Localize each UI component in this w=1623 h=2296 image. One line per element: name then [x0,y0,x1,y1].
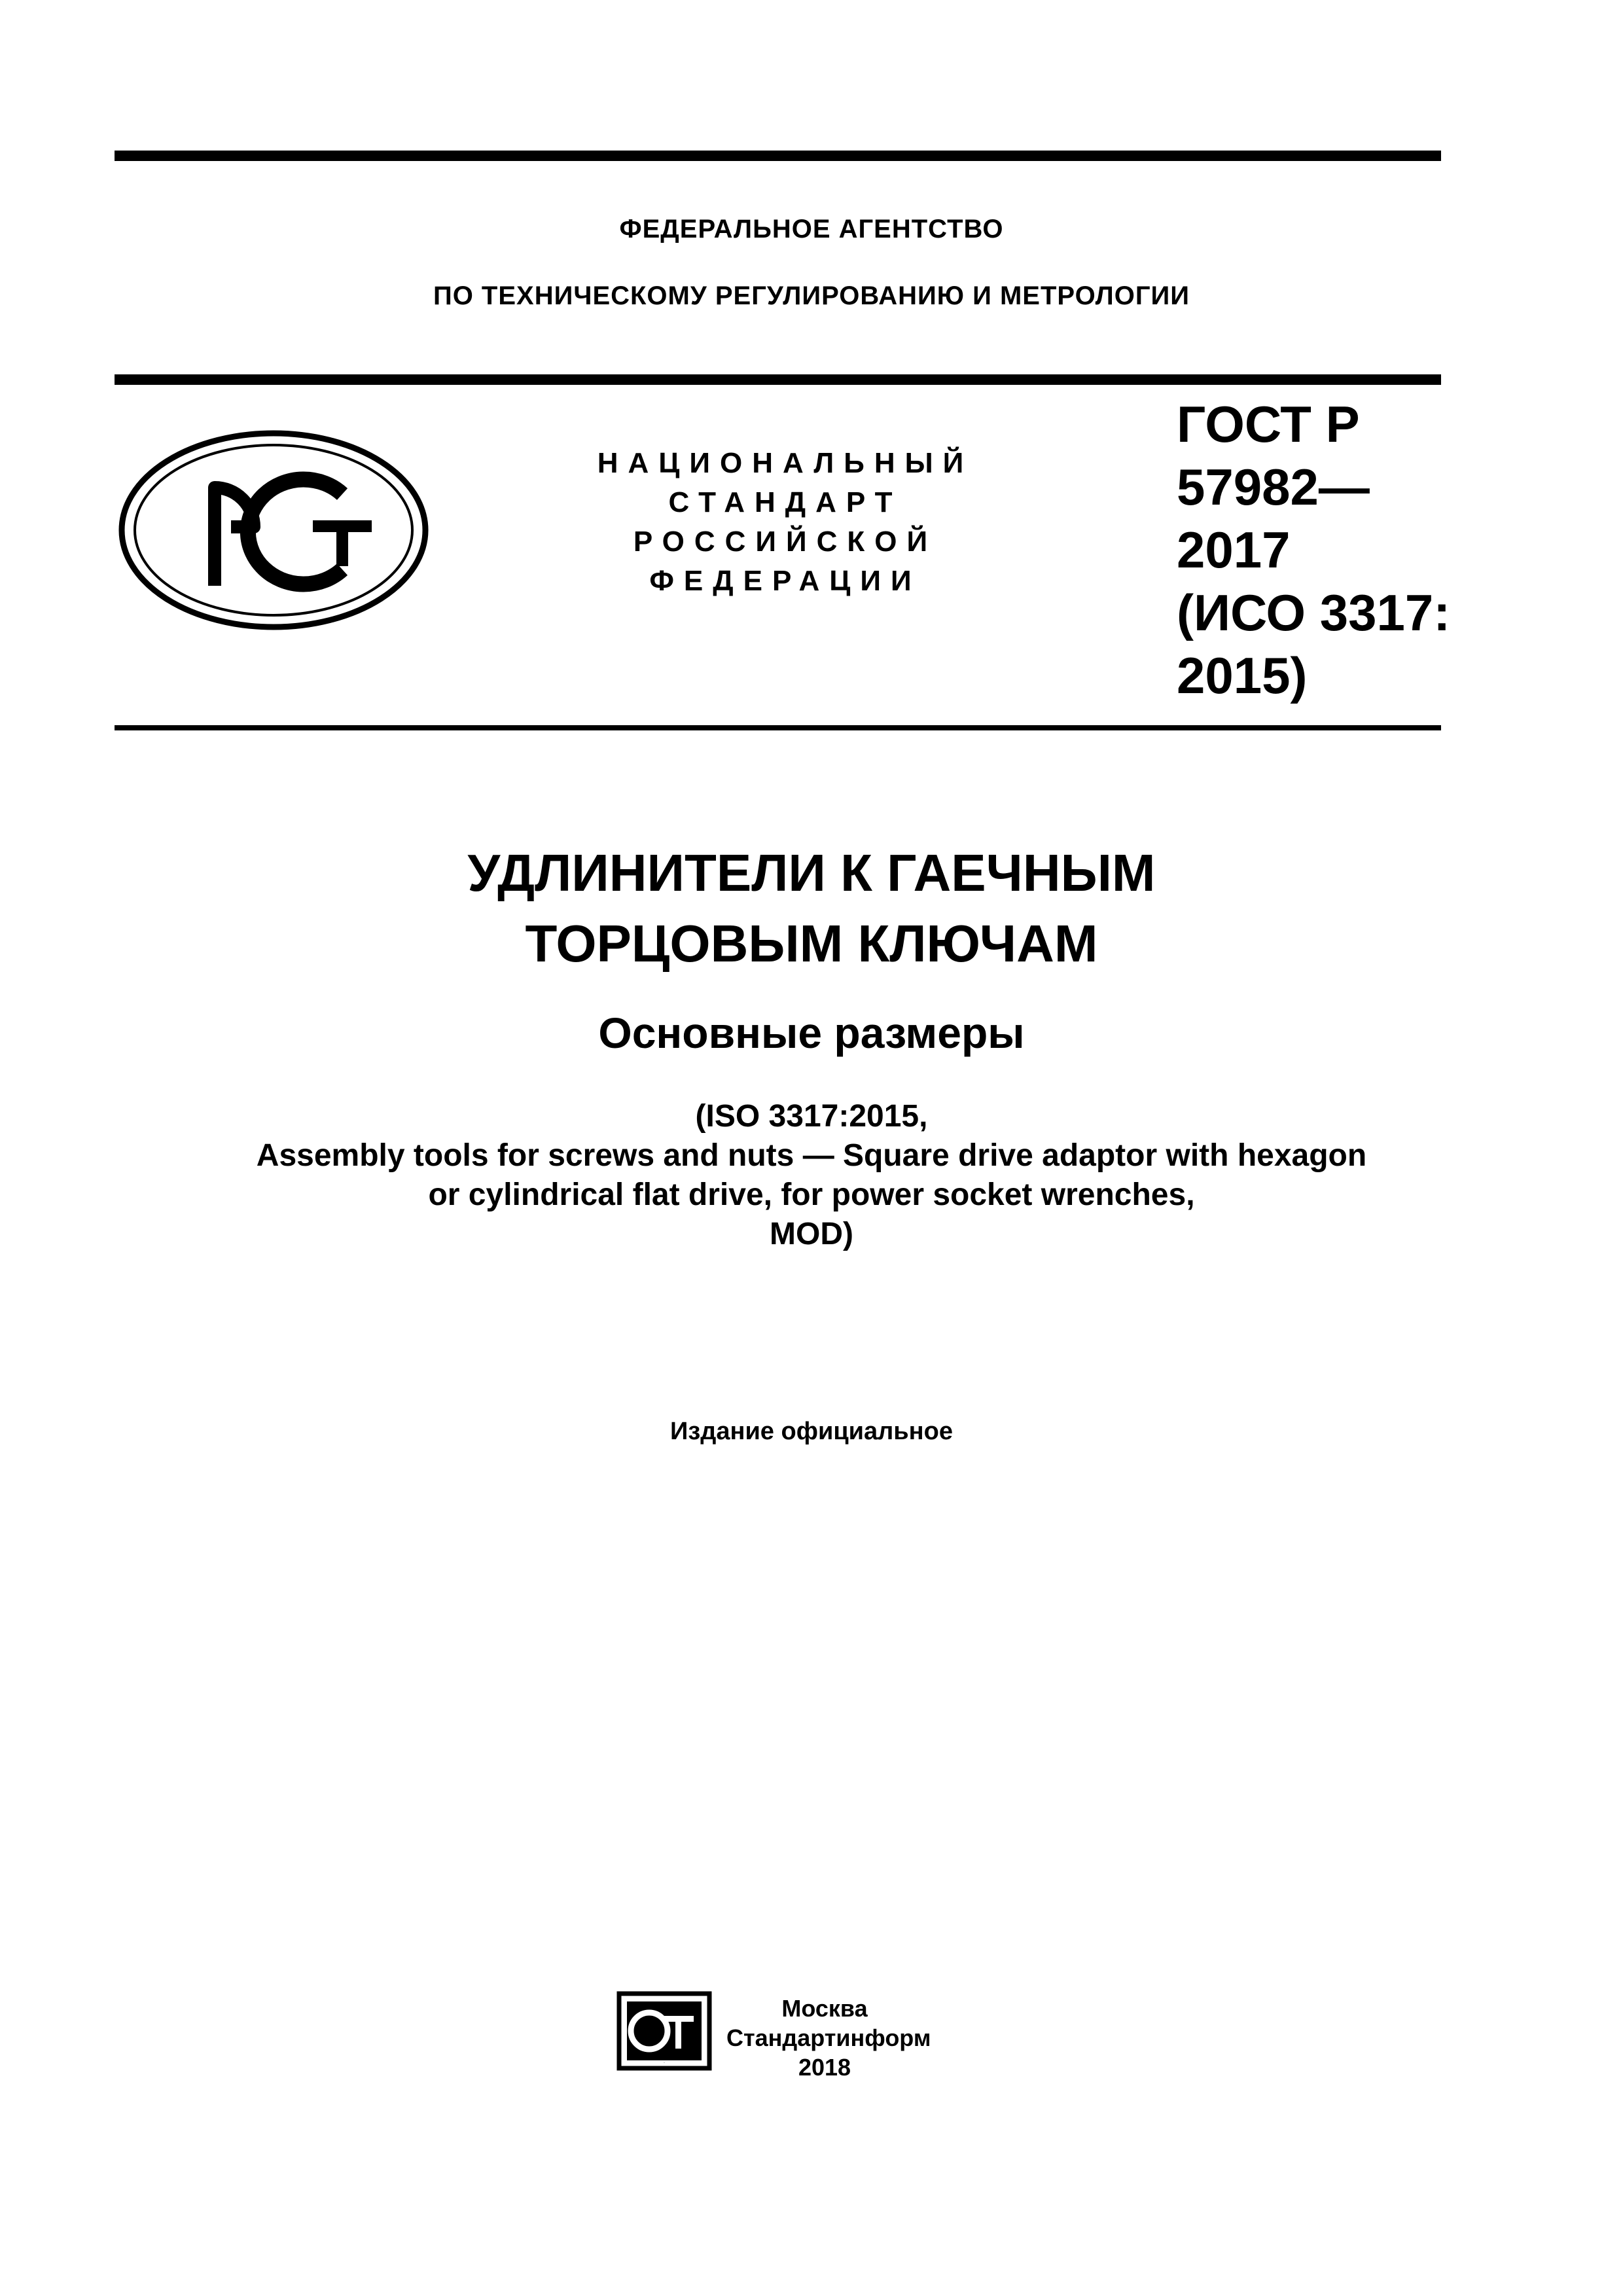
standard-type-line-2: СТАНДАРТ [668,486,902,518]
iso-reference-line-1: (ISO 3317:2015, [695,1099,928,1134]
publisher-city: Москва [781,1995,868,2022]
designation-line-1: ГОСТ Р [1177,395,1360,453]
gost-r-mark-logo [116,429,431,632]
designation-line-5: 2015) [1177,647,1308,704]
title-line-2: ТОРЦОВЫМ КЛЮЧАМ [525,914,1098,973]
iso-reference-line-2: Assembly tools for screws and nuts — Square drive adaptor with hexagon [256,1138,1367,1173]
bottom-rule [115,725,1441,730]
document-subtitle: Основные размеры [598,1009,1025,1057]
document-title [0,838,1623,979]
publisher-block [726,1994,931,2082]
iso-reference-line-4: MOD) [770,1217,853,1251]
standartinform-logo-text: СТИ [663,2063,666,2064]
designation-line-4: (ИСО 3317: [1177,584,1451,641]
standard-type-line-1: НАЦИОНАЛЬНЫЙ [597,447,974,479]
agency-name-line-2: ПО ТЕХНИЧЕСКОМУ РЕГУЛИРОВАНИЮ И МЕТРОЛОГИИ [433,281,1190,310]
publisher-year: 2018 [798,2054,851,2081]
designation-line-3: 2017 [1177,521,1291,579]
iso-reference-line-3: or cylindrical flat drive, for power socket wrenches, [428,1177,1195,1212]
publisher-name: Стандартинформ [726,2024,931,2051]
agency-name-line-1: ФЕДЕРАЛЬНОЕ АГЕНТСТВО [619,215,1004,243]
standard-type-line-3: РОССИЙСКОЙ [633,526,938,558]
iso-reference [0,1097,1623,1254]
standard-designation [1177,393,1450,707]
standartinform-logo [615,1990,713,2072]
edition-label: Издание официальное [670,1418,953,1445]
standard-type-line-4: ФЕДЕРАЦИИ [649,565,921,597]
middle-rule [115,374,1441,385]
top-rule [115,151,1441,161]
designation-line-2: 57982— [1177,458,1370,516]
title-line-1: УДЛИНИТЕЛИ К ГАЕЧНЫМ [467,844,1156,902]
